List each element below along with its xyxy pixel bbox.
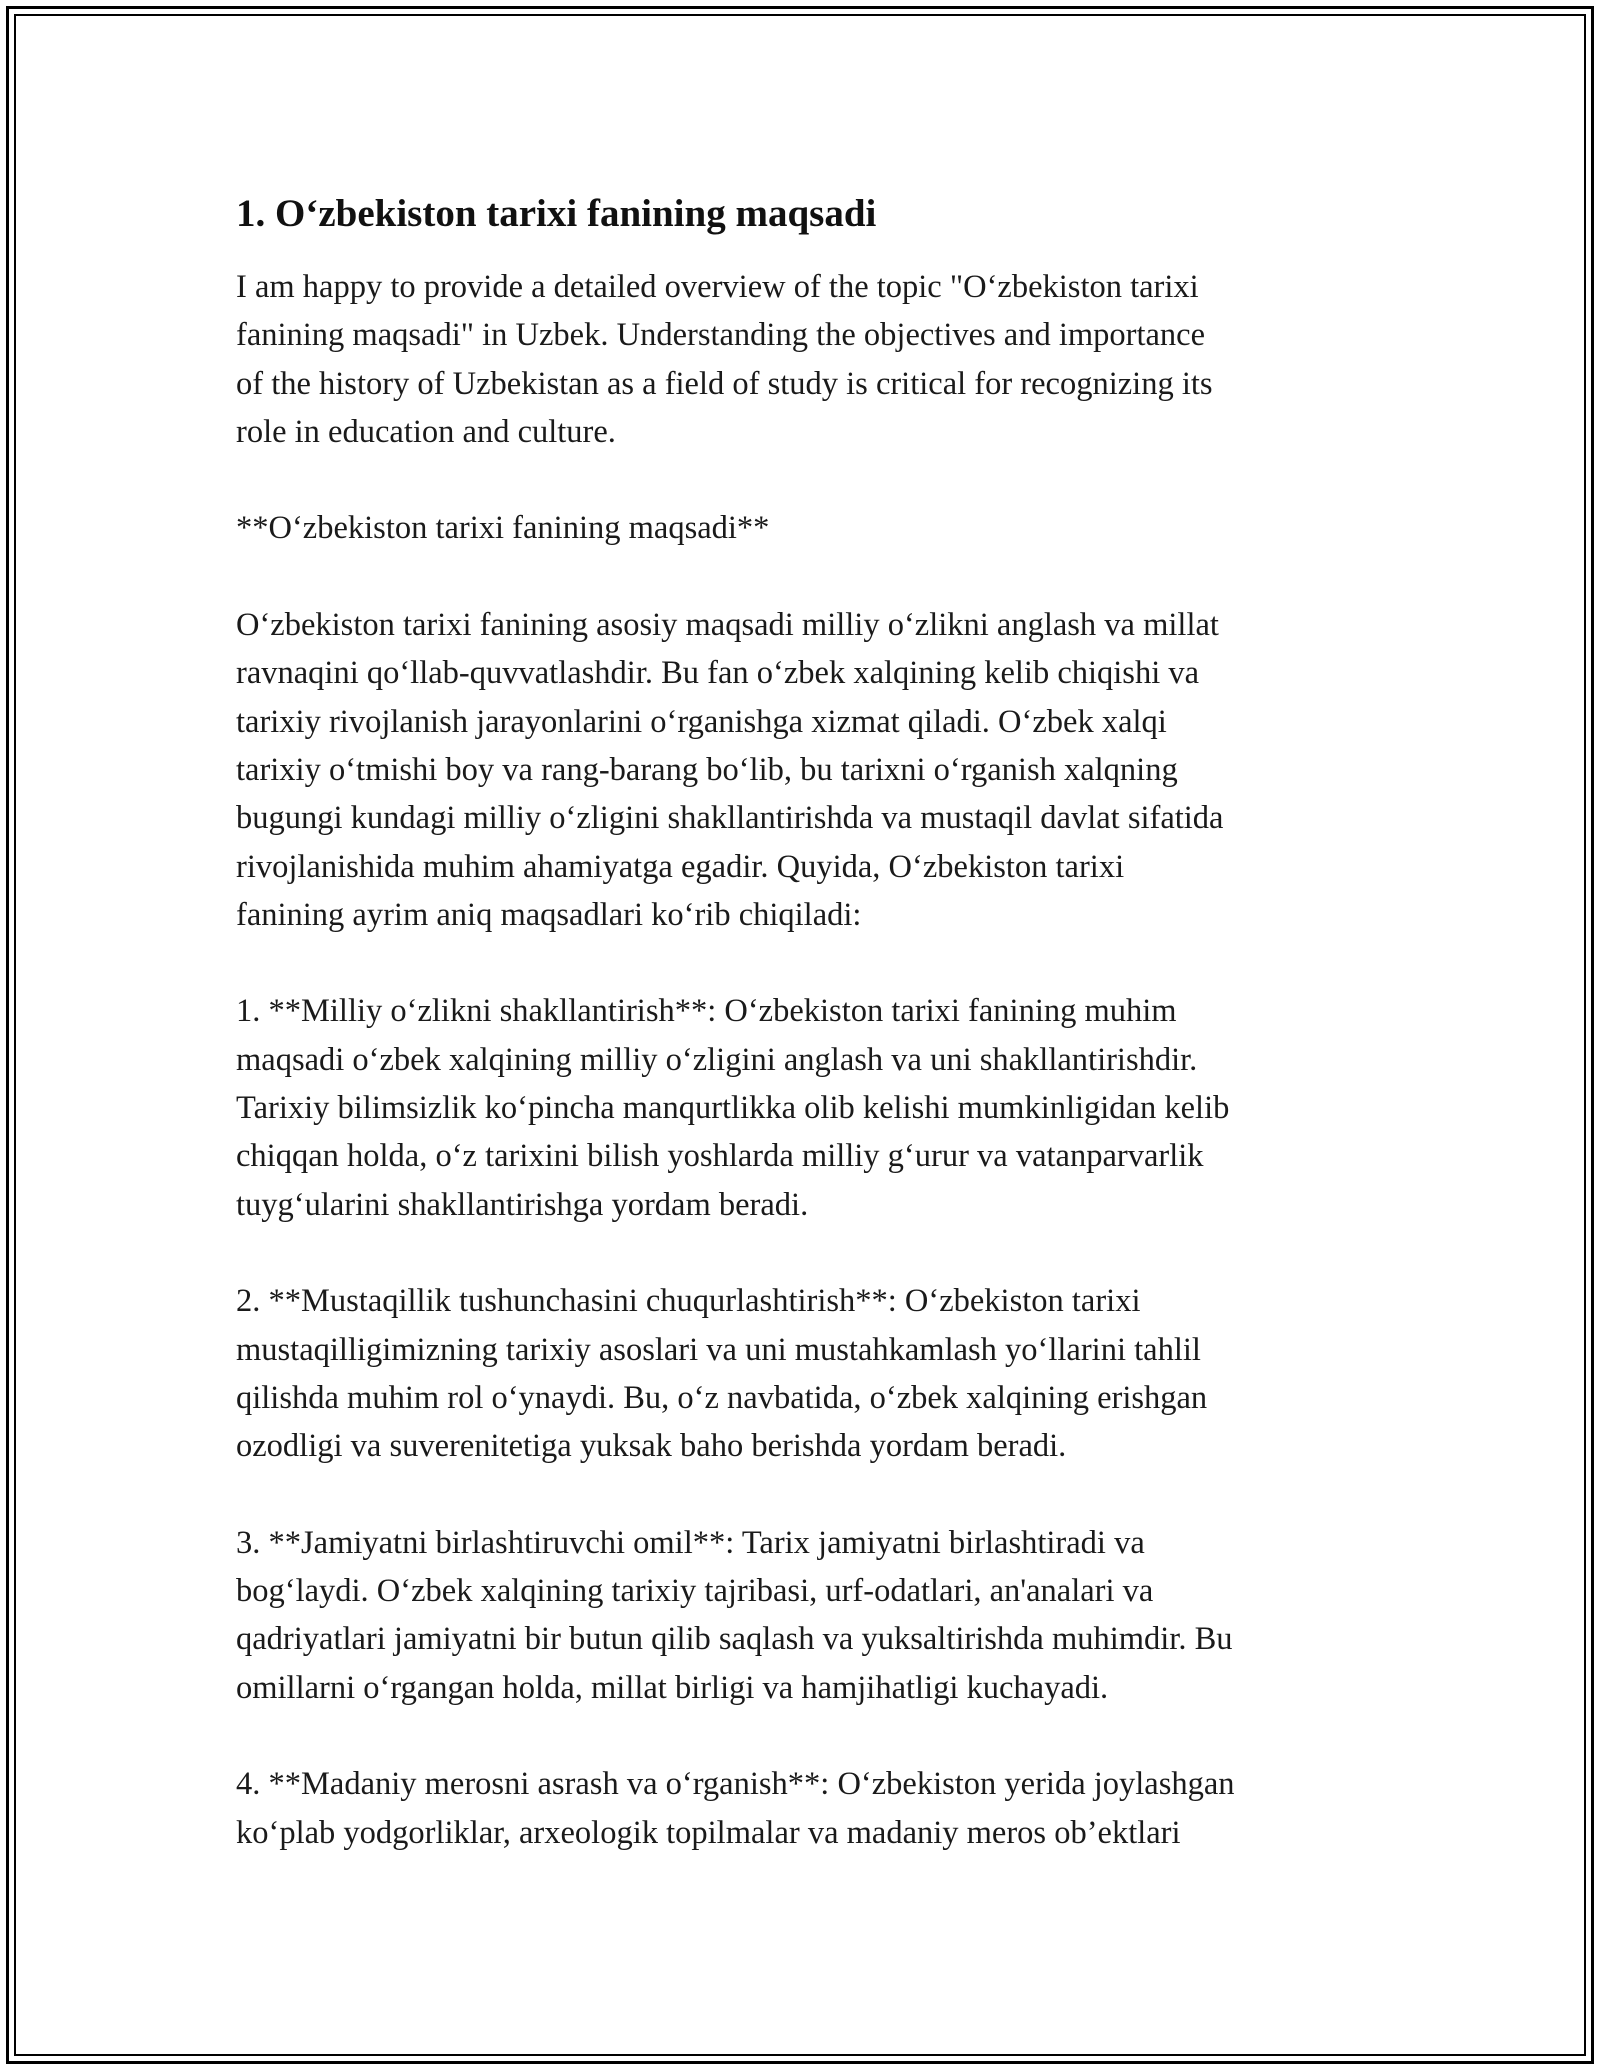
list-item-2: 2. **Mustaqillik tushunchasini chuqurlashtirish**: O‘zbekiston tarixi mustaqilligimizning tarixiy asoslari va uni mustahkamlash yo‘llarini tahlil qilishda muhim rol o‘ynaydi. Bu, o‘z navbatida, o‘zbek xalqining erishgan ozodligi va suverenitetiga yuksak baho berishda yordam beradi. [236,1283,1208,1465]
list-item-3: 3. **Jamiyatni birlashtiruvchi omil**: Tarix jamiyatni birlashtiradi va bog‘laydi. O‘zbek xalqining tarixiy tajribasi, urf-odatlari, an'analari va qadriyatlari jamiyatni bir butun qilib saqlash va yuksaltirishda muhimdir. Bu omillarni o‘rgangan holda, millat birligi va hamjihatligi kuchayadi. [236,1524,1233,1706]
intro-paragraph: I am happy to provide a detailed overview of the topic "O‘zbekiston tarixi fanining maqsadi" in Uzbek. Understanding the objectives and importance of the history of Uzbekistan as a field of study is critical for recognizing its role in education and culture. [236,269,1213,450]
list-item-4: 4. **Madaniy merosni asrash va o‘rganish**: O‘zbekiston yerida joylashgan ko‘plab yodgorliklar, arxeologik topilmalar va madaniy meros ob’ektlari [236,1766,1235,1851]
subtitle-paragraph: **O‘zbekiston tarixi fanining maqsadi** [236,510,770,547]
document-body [236,188,1366,1857]
list-item-1: 1. **Milliy o‘zlikni shakllantirish**: O‘zbekiston tarixi fanining muhim maqsadi o‘zbek xalqining milliy o‘zligini anglash va uni shakllantirishdir. Tarixiy bilimsizlik ko‘pincha manqurtlikka olib kelishi mumkinligidan kelib chiqqan holda, o‘z tarixini bilish yoshlarda milliy g‘urur va vatanparvarlik tuyg‘ularini shakllantirishga yordam beradi. [236,993,1230,1223]
section-heading: 1. O‘zbekiston tarixi fanining maqsadi [236,192,877,235]
main-purpose-paragraph: O‘zbekiston tarixi fanining asosiy maqsadi milliy o‘zlikni anglash va millat ravnaqini qo‘llab-quvvatlashdir. Bu fan o‘zbek xalqining kelib chiqishi va tarixiy rivojlanish jarayonlarini o‘rganishga xizmat qiladi. O‘zbek xalqi tarixiy o‘tmishi boy va rang-barang bo‘lib, bu tarixni o‘rganish xalqning bugungi kundagi milliy o‘zligini shakllantirishda va mustaqil davlat sifatida rivojlanishida muhim ahamiyatga egadir. Quyida, O‘zbekiston tarixi fanining ayrim aniq maqsadlari ko‘rib chiqiladi: [236,607,1224,933]
